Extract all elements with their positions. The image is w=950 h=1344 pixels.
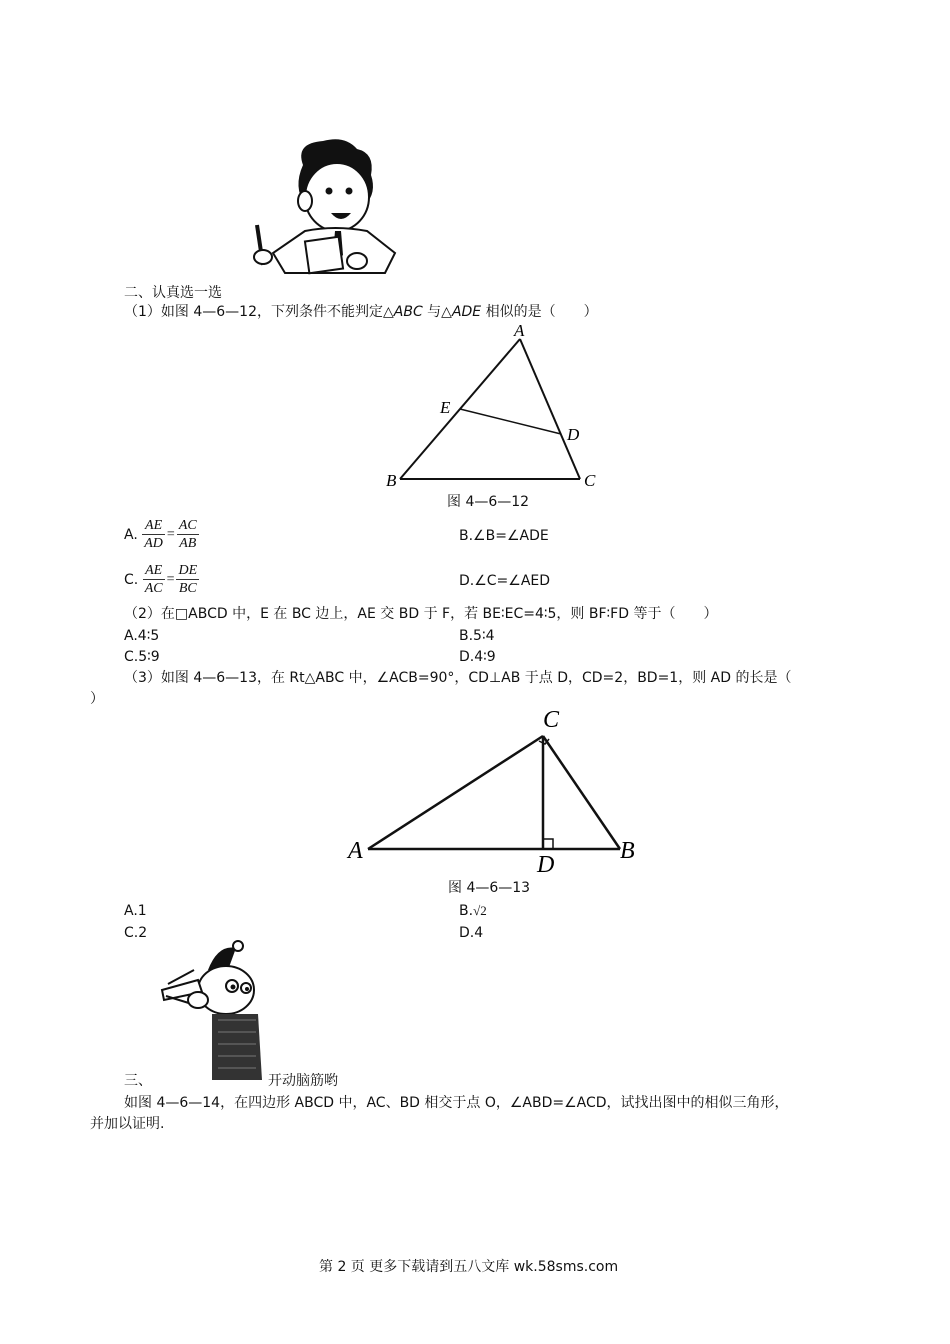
label-c: C bbox=[543, 707, 560, 733]
q3-option-d[interactable]: D.4 bbox=[459, 925, 484, 941]
thinking-character-illustration bbox=[158, 940, 266, 1086]
label-e: E bbox=[440, 398, 451, 417]
q1-option-c-fraction-1 bbox=[143, 562, 165, 597]
segment-ed bbox=[460, 409, 561, 434]
q2-option-d[interactable]: D.4∶9 bbox=[459, 649, 496, 665]
q3-option-c[interactable]: C.2 bbox=[124, 925, 148, 941]
section-3-title: 开动脑筋哟 bbox=[268, 1073, 338, 1089]
q1-option-a[interactable] bbox=[124, 517, 199, 555]
page-footer: 第 2 页 更多下载请到五八文库 wk.58sms.com bbox=[319, 1259, 619, 1275]
fraction-denominator: AB bbox=[179, 536, 197, 551]
q1-option-c-label: C. bbox=[124, 571, 139, 588]
figure-4-6-12-caption: 图 4—6—12 bbox=[447, 494, 530, 510]
q1-option-a-label: A. bbox=[124, 526, 138, 543]
question-1-mid: 与△ bbox=[422, 304, 452, 320]
equals-sign: = bbox=[166, 571, 175, 587]
label-a: A bbox=[348, 838, 363, 864]
q1-option-d[interactable]: D.∠C=∠AED bbox=[459, 573, 551, 589]
q1-option-a-fraction-1 bbox=[142, 517, 165, 552]
side-cb bbox=[543, 736, 620, 849]
question-1-triangle-abc: ABC bbox=[393, 304, 423, 320]
q1-option-c-fraction-2 bbox=[176, 562, 199, 597]
figure-4-6-12 bbox=[380, 320, 600, 495]
q1-option-c[interactable] bbox=[124, 562, 199, 600]
q3-option-a[interactable]: A.1 bbox=[124, 903, 147, 919]
q3-option-b-radical: √2 bbox=[473, 903, 487, 918]
section-3-body-line-2: 并加以证明. bbox=[90, 1116, 165, 1132]
figure-4-6-13-caption: 图 4—6—13 bbox=[448, 880, 531, 896]
q1-option-a-fraction-2 bbox=[177, 517, 199, 552]
fraction-numerator: AC bbox=[178, 518, 197, 533]
label-d: D bbox=[567, 425, 580, 444]
boy-writing-illustration bbox=[245, 135, 405, 275]
question-1-text bbox=[124, 302, 598, 322]
question-1-prefix: （1）如图 4—6—12，下列条件不能判定△ bbox=[124, 304, 394, 320]
question-3-text-continued: ） bbox=[90, 691, 104, 707]
q3-option-b[interactable] bbox=[459, 901, 487, 921]
q2-option-a[interactable]: A.4∶5 bbox=[124, 628, 160, 644]
label-b: B bbox=[620, 838, 635, 864]
q2-option-b[interactable]: B.5∶4 bbox=[459, 628, 495, 644]
q1-option-b[interactable]: B.∠B=∠ADE bbox=[459, 528, 549, 544]
question-1-suffix: 相似的是（ ） bbox=[481, 304, 598, 320]
section-3-body-line-1: 如图 4—6—14，在四边形 ABCD 中，AC、BD 相交于点 O，∠ABD=∠ACD，试找出图中的相似三角形， bbox=[124, 1095, 789, 1111]
q2-option-c[interactable]: C.5∶9 bbox=[124, 649, 160, 665]
question-1-triangle-ade: ADE bbox=[451, 304, 482, 320]
right-angle-mark-d bbox=[543, 839, 553, 849]
fraction-numerator: AE bbox=[143, 562, 165, 580]
q3-option-b-label: B. bbox=[459, 903, 474, 919]
figure-4-6-13 bbox=[340, 700, 650, 880]
side-ac bbox=[368, 736, 543, 849]
label-c: C bbox=[584, 471, 596, 490]
section-2-heading: 二、认真选一选 bbox=[124, 285, 222, 301]
section-3-number: 三、 bbox=[124, 1073, 152, 1089]
fraction-denominator: AC bbox=[144, 581, 163, 596]
label-a: A bbox=[514, 321, 525, 340]
fraction-denominator: BC bbox=[178, 581, 197, 596]
fraction-numerator: DE bbox=[178, 563, 198, 578]
question-3-text-line: （3）如图 4—6—13，在 Rt△ABC 中，∠ACB=90°，CD⊥AB 于点 D，CD=2，BD=1，则 AD 的长是（ bbox=[124, 670, 792, 686]
label-d: D bbox=[537, 852, 555, 878]
question-2-text: （2）在□ABCD 中，E 在 BC 边上，AE 交 BD 于 F，若 BE∶EC=4∶5，则 BF∶FD 等于（ ） bbox=[124, 606, 718, 622]
label-b: B bbox=[386, 471, 397, 490]
side-ac bbox=[520, 339, 580, 479]
fraction-numerator: AE bbox=[142, 517, 165, 535]
fraction-denominator: AD bbox=[144, 536, 163, 551]
equals-sign: = bbox=[166, 526, 175, 542]
